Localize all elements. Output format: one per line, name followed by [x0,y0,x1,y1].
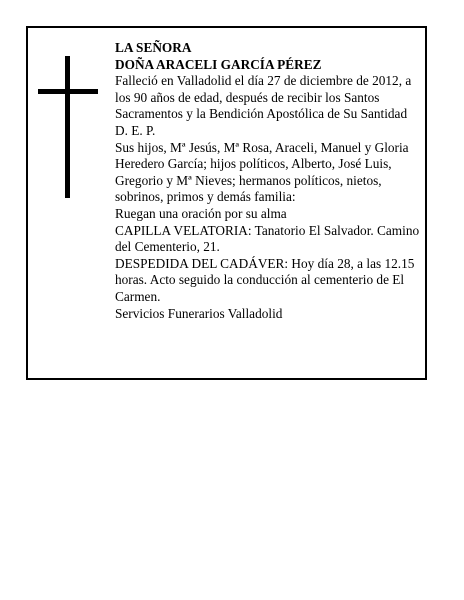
cross-vertical-bar [65,56,70,198]
prayer-request: Ruegan una oración por su alma [115,205,287,221]
obituary-notice [26,26,427,380]
family-list: Sus hijos, Mª Jesús, Mª Rosa, Araceli, Manuel y Gloria Heredero García; hijos políticos, Alberto, José Luis, Gregorio y Mª Nieves; hermanos políticos, nietos, sobrinos, primos y demás familia: [115,139,409,205]
obituary-text [115,40,422,322]
wake-chapel-info: CAPILLA VELATORIA: Tanatorio El Salvador. Camino del Cementerio, 21. [115,222,420,255]
cross-horizontal-bar [38,89,98,94]
deceased-name: DOÑA ARACELI GARCÍA PÉREZ [115,56,322,72]
farewell-info: DESPEDIDA DEL CADÁVER: Hoy día 28, a las 12.15 horas. Acto seguido la conducción al cementerio de El Carmen. [115,255,415,304]
obituary-heading: LA SEÑORA [115,40,192,55]
funeral-service-provider: Servicios Funerarios Valladolid [115,305,283,321]
cross-icon [38,56,100,198]
death-announcement: Falleció en Valladolid el día 27 de diciembre de 2012, a los 90 años de edad, después de recibir los Santos Sacramentos y la Bendición Apostólica de Su Santidad D. E. P. [115,73,412,138]
